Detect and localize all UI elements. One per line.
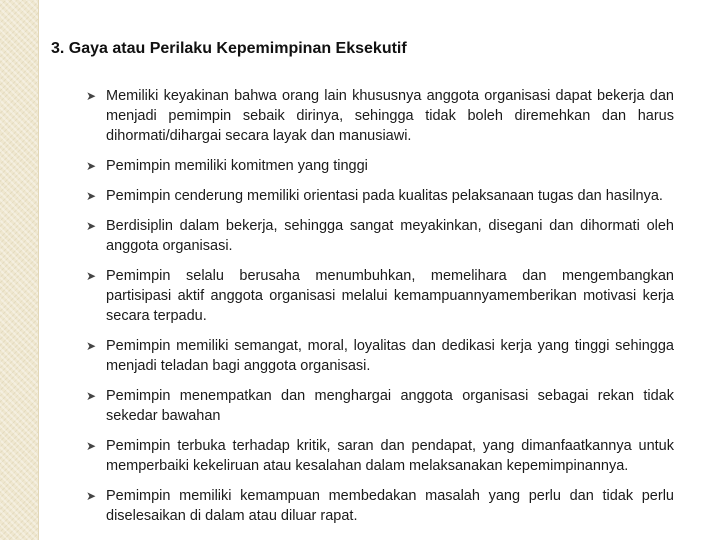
bullet-text: Pemimpin memiliki semangat, moral, loyalitas dan dedikasi kerja yang tinggi sehingga menjadi teladan bagi anggota organisasi. <box>106 338 674 374</box>
bullet-list <box>86 86 674 536</box>
list-item <box>86 186 674 206</box>
arrow-bullet-icon: ➤ <box>86 89 97 103</box>
list-item <box>86 386 674 426</box>
arrow-bullet-icon: ➤ <box>86 159 97 173</box>
bullet-text: Memiliki keyakinan bahwa orang lain khususnya anggota organisasi dapat bekerja dan menjadi pemimpin sebaik dirinya, sehingga tidak boleh diremehkan dan harus dihormati/dihargai secara layak dan manusiawi. <box>106 88 674 144</box>
arrow-bullet-icon: ➤ <box>86 439 97 453</box>
list-item <box>86 156 674 176</box>
arrow-bullet-icon: ➤ <box>86 189 97 203</box>
bullet-text: Pemimpin memiliki komitmen yang tinggi <box>106 158 368 174</box>
decorative-side-strip <box>0 0 38 540</box>
list-item <box>86 486 674 526</box>
list-item <box>86 216 674 256</box>
arrow-bullet-icon: ➤ <box>86 339 97 353</box>
bullet-text: Pemimpin selalu berusaha menumbuhkan, memelihara dan mengembangkan partisipasi aktif anggota organisasi melalui kemampuannyamemberikan motivasi kerja secara terpadu. <box>106 268 674 324</box>
arrow-bullet-icon: ➤ <box>86 389 97 403</box>
list-item <box>86 436 674 476</box>
arrow-bullet-icon: ➤ <box>86 219 97 233</box>
arrow-bullet-icon: ➤ <box>86 269 97 283</box>
bullet-text: Berdisiplin dalam bekerja, sehingga sangat meyakinkan, disegani dan dihormati oleh anggota organisasi. <box>106 218 674 254</box>
list-item <box>86 336 674 376</box>
side-divider <box>38 0 39 540</box>
list-item <box>86 266 674 326</box>
bullet-text: Pemimpin terbuka terhadap kritik, saran dan pendapat, yang dimanfaatkannya untuk memperbaiki kekeliruan atau kesalahan dalam melaksanakan kepemimpinannya. <box>106 438 674 474</box>
bullet-text: Pemimpin cenderung memiliki orientasi pada kualitas pelaksanaan tugas dan hasilnya. <box>106 188 663 204</box>
bullet-text: Pemimpin menempatkan dan menghargai anggota organisasi sebagai rekan tidak sekedar bawahan <box>106 388 674 424</box>
bullet-text: Pemimpin memiliki kemampuan membedakan masalah yang perlu dan tidak perlu diselesaikan di dalam atau diluar rapat. <box>106 488 674 524</box>
slide-title: 3. Gaya atau Perilaku Kepemimpinan Eksekutif <box>51 40 407 57</box>
arrow-bullet-icon: ➤ <box>86 489 97 503</box>
list-item <box>86 86 674 146</box>
